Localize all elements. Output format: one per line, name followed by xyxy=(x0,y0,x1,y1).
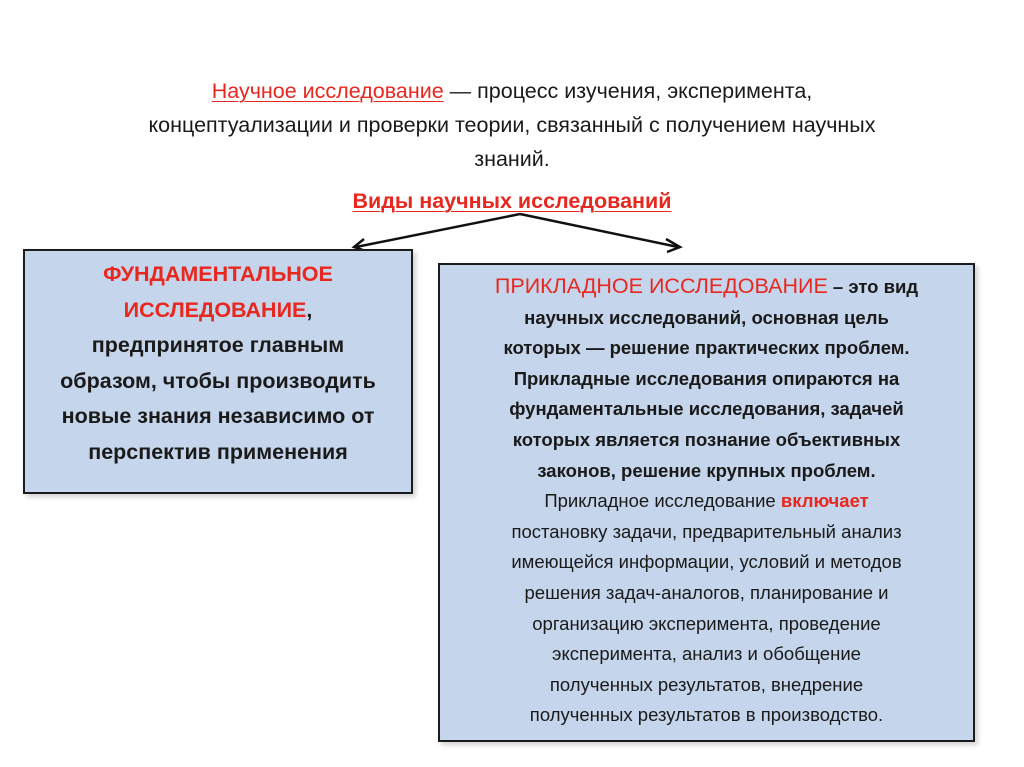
definition-line-2: концептуализации и проверки теории, связанный с получением научных xyxy=(148,113,876,137)
fundamental-title-word: ИССЛЕДОВАНИЕ xyxy=(123,297,307,322)
applied-bold-line: фундаментальные исследования, задачей xyxy=(509,398,904,420)
definition-line-3: знаний. xyxy=(474,147,550,171)
fundamental-body-line: предпринятое главным xyxy=(91,333,345,357)
applied-title: ПРИКЛАДНОЕ ИССЛЕДОВАНИЕ xyxy=(494,274,828,298)
fundamental-body-line: новые знания независимо от xyxy=(61,404,375,428)
arrow-left xyxy=(356,214,520,247)
applied-bold-line: которых — решение практических проблем. xyxy=(503,337,910,359)
applied-normal-line: полученных результатов, внедрение xyxy=(549,673,864,695)
fundamental-title-line-1: ФУНДАМЕНТАЛЬНОЕ xyxy=(103,262,333,286)
applied-includes-line xyxy=(440,486,973,517)
fundamental-research-box xyxy=(23,249,413,494)
definition-term: Научное исследование xyxy=(211,79,444,103)
applied-normal-line: эксперимента, анализ и обобщение xyxy=(552,643,861,665)
fundamental-title-comma: , xyxy=(306,297,313,322)
applied-normal-line: организацию эксперимента, проведение xyxy=(532,612,881,634)
applied-normal-line: решения задач-аналогов, планирование и xyxy=(524,581,889,603)
fundamental-body-line: перспектив применения xyxy=(88,439,348,464)
arrow-right xyxy=(520,214,678,247)
fundamental-body-line: образом, чтобы производить xyxy=(60,368,376,393)
applied-includes-keyword: включает xyxy=(780,490,869,512)
applied-includes-prefix: Прикладное исследование xyxy=(544,490,781,512)
applied-normal-line: имеющейся информации, условий и методов xyxy=(511,551,902,573)
definition-text-1: — процесс изучения, эксперимента, xyxy=(443,79,813,103)
types-heading-text: Виды научных исследований xyxy=(352,189,672,213)
applied-title-rest: – это вид xyxy=(827,276,919,297)
applied-bold-line: Прикладные исследования опираются на xyxy=(513,367,900,389)
applied-bold-line: научных исследований, основная цель xyxy=(524,306,889,328)
applied-bold-line: законов, решение крупных проблем. xyxy=(537,459,876,481)
applied-research-box xyxy=(438,263,975,742)
applied-normal-line: полученных результатов в производство. xyxy=(529,704,884,726)
applied-normal-line: постановку задачи, предварительный анализ xyxy=(511,520,902,542)
fundamental-title-line-2 xyxy=(25,293,411,329)
applied-bold-line: которых является познание объективных xyxy=(512,428,901,450)
applied-title-line xyxy=(440,271,973,303)
